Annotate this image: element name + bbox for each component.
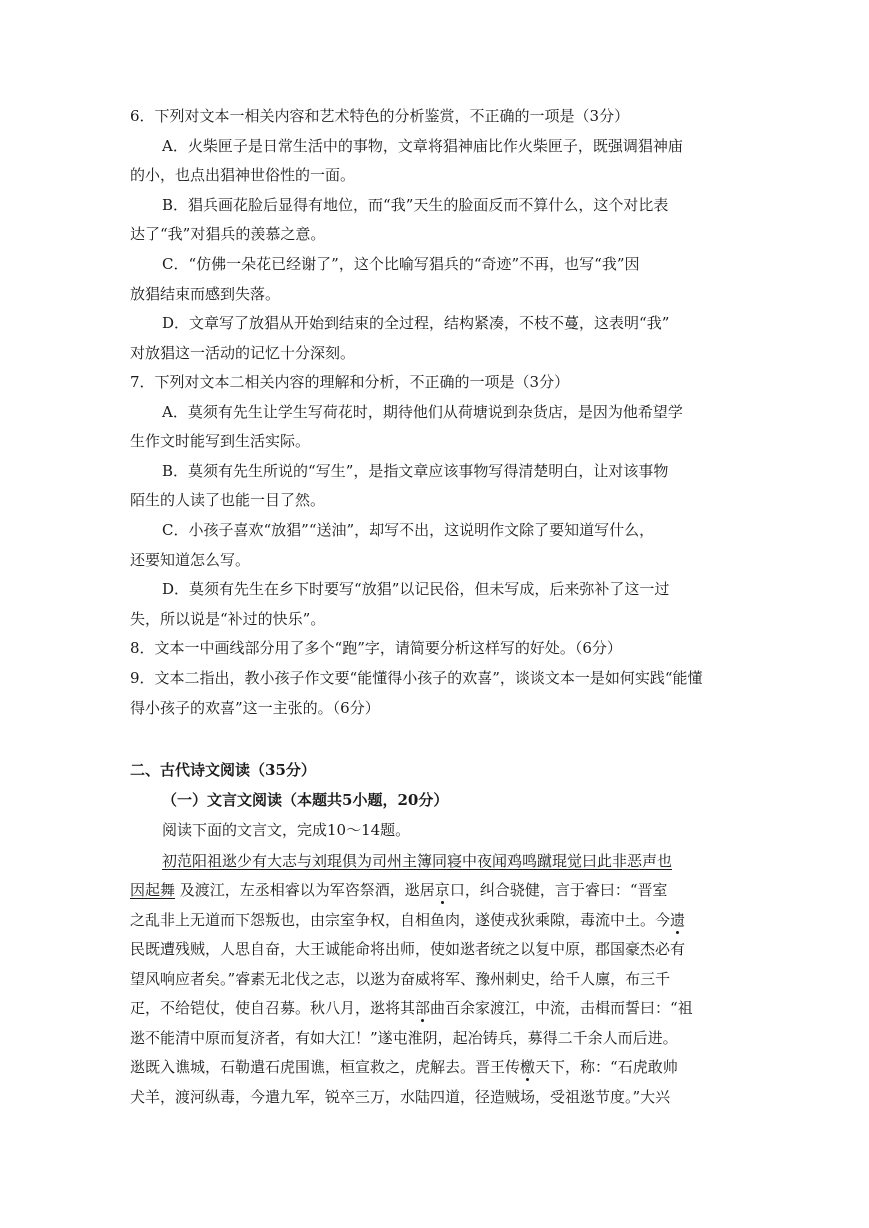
q7-option-c-cont: 还要知道怎么写。	[130, 551, 251, 569]
passage-text: 口，纠合骁健，言于睿曰：“晋室	[449, 881, 668, 899]
passage-text: 及渡江，左丞相睿以为军咨祭酒，逖居	[175, 881, 435, 899]
dotted-word: 遗	[670, 911, 686, 929]
passage-line-2	[130, 880, 667, 900]
underlined-phrase: 因起舞	[130, 881, 176, 899]
dotted-word: 京	[434, 881, 450, 899]
q7-option-c: C．小孩子喜欢“放猖”“送油”，却写不出，这说明作文除了要知道写什么，	[162, 521, 655, 539]
passage-text: 逖既入谯城，石勒遣石虎围谯，桓宣救之，虎解去。晋王传	[130, 1058, 521, 1076]
q7-option-a: A．莫须有先生让学生写荷花时，期待他们从荷塘说到杂货店，是因为他希望学	[162, 403, 683, 421]
passage-text: 曲百余家渡江，中流，击楫而誓曰：“祖	[430, 999, 693, 1017]
q6-option-a: A．火柴匣子是日常生活中的事物，文章将猖神庙比作火柴匣子，既强调猖神庙	[162, 137, 683, 155]
q6-option-d: D．文章写了放猖从开始到结束的全过程，结构紧凑，不枝不蔓，这表明“我”	[162, 314, 670, 332]
passage-text: 天下，称：“石虎敢帅	[535, 1058, 678, 1076]
question-7-stem: 7．下列对文本二相关内容的理解和分析，不正确的一项是（3分）	[130, 373, 570, 391]
q7-option-d-cont: 失，所以说是“补过的快乐”。	[130, 610, 326, 628]
q6-option-c-cont: 放猖结束而感到失落。	[130, 285, 281, 303]
q6-option-d-cont: 对放猖这一活动的记忆十分深刻。	[130, 344, 356, 362]
question-9-cont: 得小孩子的欢喜”这一主张的。（6分）	[130, 699, 380, 717]
question-9: 9．文本二指出，教小孩子作文要“能懂得小孩子的欢喜”，谈谈文本一是如何实践“能懂	[130, 669, 703, 687]
question-6-stem: 6．下列对文本一相关内容和艺术特色的分析鉴赏，不正确的一项是（3分）	[130, 107, 630, 125]
section-2-subtitle: （一）文言文阅读（本题共5小题，20分）	[162, 791, 449, 809]
dotted-word: 檄	[520, 1058, 536, 1076]
q7-option-d: D．莫须有先生在乡下时要写“放猖”以记民俗，但未写成，后来弥补了这一过	[162, 580, 670, 598]
passage-line-9: 犬羊，渡河纵毒，今遣九军，锐卒三万，水陆四道，径造贼场，受祖逖节度。”大兴	[130, 1088, 671, 1106]
passage-line-5: 望风响应者矣。”睿素无北伐之志，以逖为奋威将军、豫州刺史，给千人廪，布三千	[130, 970, 671, 988]
passage-text: 疋，不给铠仗，使自召募。秋八月，逖将其	[130, 999, 416, 1017]
q6-option-b: B．猖兵画花脸后显得有地位，而“我”天生的脸面反而不算什么，这个对比表	[162, 196, 669, 214]
passage-line-1-underlined: 初范阳祖逖少有大志与刘琨俱为司州主簿同寝中夜闻鸡鸣蹴琨觉曰此非恶声也	[162, 852, 673, 870]
question-8: 8．文本一中画线部分用了多个“跑”字，请简要分析这样写的好处。（6分）	[130, 639, 622, 657]
passage-line-8	[130, 1057, 678, 1077]
passage-line-3	[130, 910, 685, 930]
passage-line-7: 逖不能清中原而复济者，有如大江！”遂屯淮阴，起冶铸兵，募得二千余人而后进。	[130, 1029, 678, 1047]
passage-line-4: 民既遭残贼，人思自奋，大王诚能命将出师，使如逖者统之以复中原，郡国豪杰必有	[130, 940, 686, 958]
q6-option-b-cont: 达了“我”对猖兵的羡慕之意。	[130, 225, 326, 243]
reading-instruction: 阅读下面的文言文，完成10～14题。	[162, 821, 411, 839]
q7-option-b: B．莫须有先生所说的“写生”，是指文章应该事物写得清楚明白，让对该事物	[162, 462, 669, 480]
section-2-title: 二、古代诗文阅读（35分）	[130, 761, 316, 779]
passage-text: 之乱非上无道而下怨叛也，由宗室争权，自相鱼肉，遂使戎狄乘隙，毒流中土。今	[130, 911, 671, 929]
q6-option-a-cont: 的小，也点出猖神世俗性的一面。	[130, 166, 356, 184]
q7-option-a-cont: 生作文时能写到生活实际。	[130, 432, 311, 450]
dotted-word: 部	[415, 999, 431, 1017]
q7-option-b-cont: 陌生的人读了也能一目了然。	[130, 491, 326, 509]
passage-line-6	[130, 998, 693, 1018]
q6-option-c: C．“仿佛一朵花已经谢了”，这个比喻写猖兵的“奇迹”不再，也写“我”因	[162, 255, 640, 273]
